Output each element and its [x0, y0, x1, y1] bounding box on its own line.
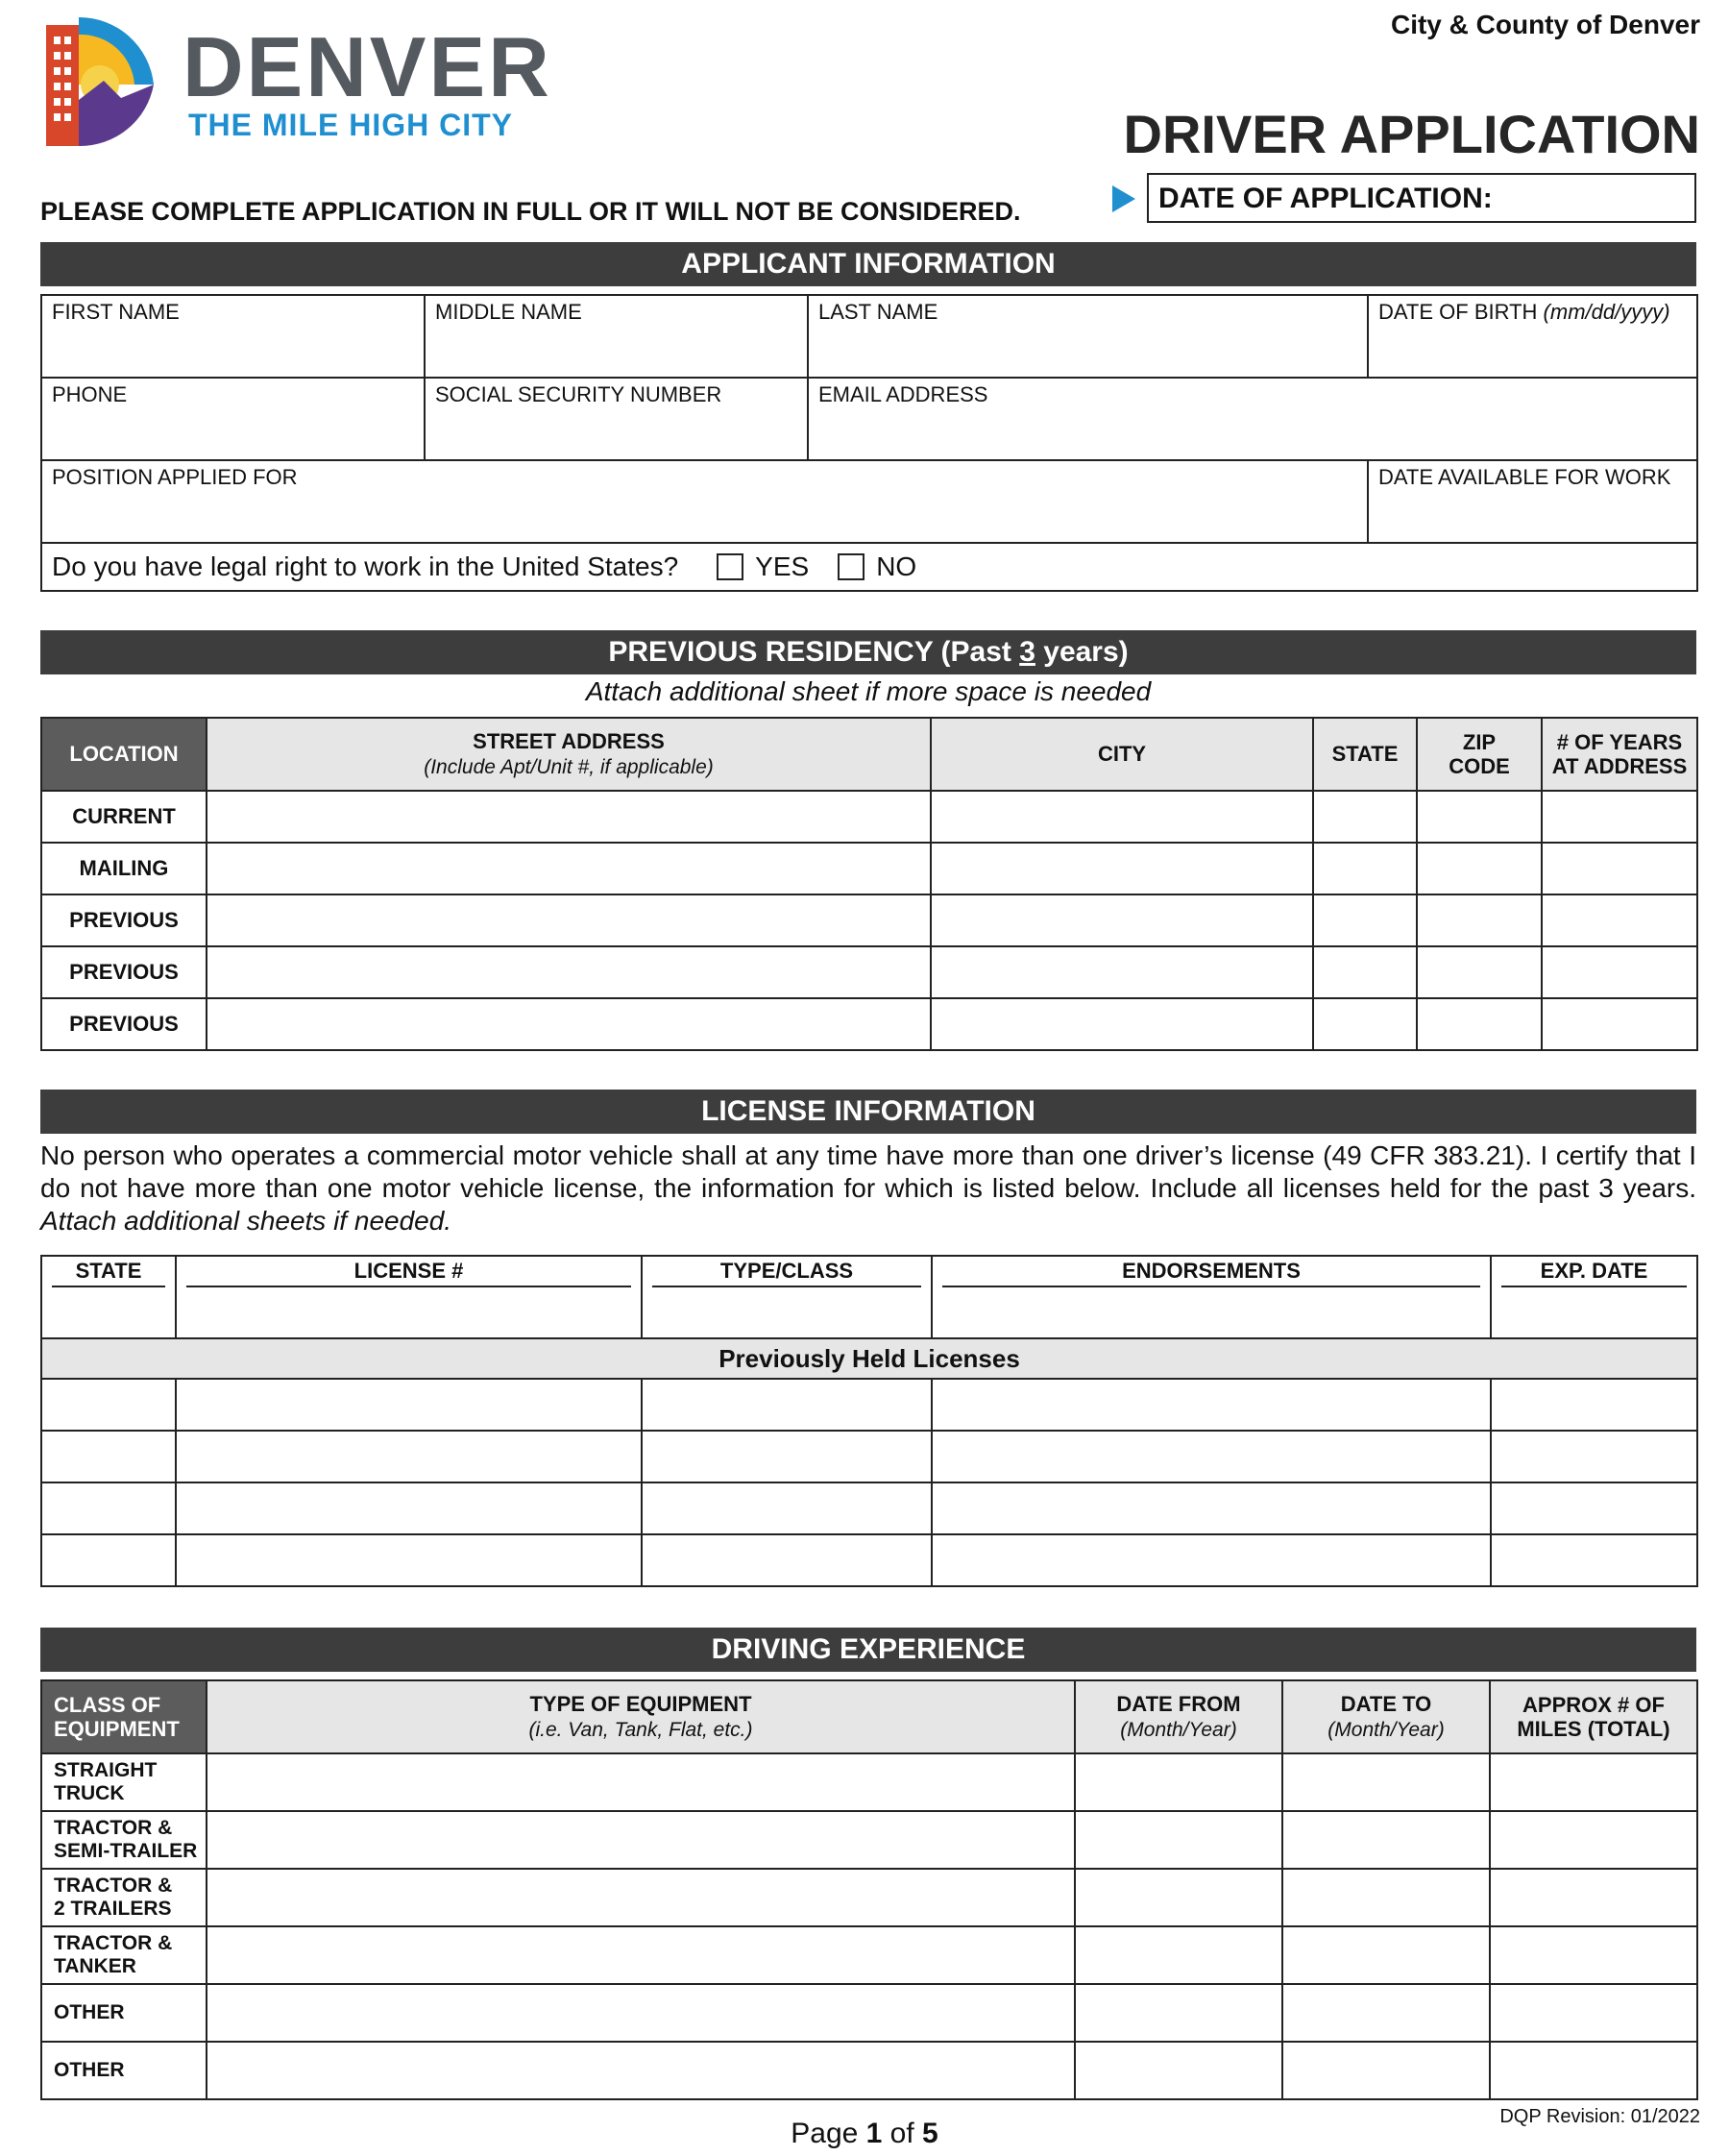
dob-label: DATE OF BIRTH	[1378, 300, 1538, 324]
miles-input[interactable]	[1490, 1984, 1697, 2042]
class-line-2: TRUCK	[54, 1782, 125, 1804]
state-header: STATE	[1313, 718, 1417, 791]
table-row	[41, 1926, 1697, 1984]
prev-license-input[interactable]	[176, 1379, 642, 1431]
table-row	[41, 1869, 1697, 1926]
class-label-1: CLASS OF	[54, 1692, 161, 1717]
prev-endorsements-input[interactable]	[932, 1534, 1491, 1586]
date-available-field[interactable]	[1368, 460, 1697, 543]
zip-input[interactable]	[1417, 998, 1542, 1050]
license-section-header: LICENSE INFORMATION	[40, 1090, 1696, 1134]
prev-endorsements-input[interactable]	[932, 1431, 1491, 1482]
first-name-label: FIRST NAME	[52, 300, 180, 324]
prev-exp-input[interactable]	[1491, 1482, 1697, 1534]
no-label: NO	[876, 551, 917, 581]
class-line-2: 2 TRAILERS	[54, 1898, 172, 1920]
table-row	[41, 1811, 1697, 1869]
location-cell: PREVIOUS	[41, 946, 207, 998]
date-from-input[interactable]	[1075, 2042, 1282, 2099]
prev-state-input[interactable]	[41, 1482, 176, 1534]
state-input[interactable]	[1313, 843, 1417, 894]
years-header	[1542, 718, 1697, 791]
form-title: DRIVER APPLICATION	[1123, 104, 1700, 164]
state-input[interactable]	[1313, 894, 1417, 946]
date-available-label: DATE AVAILABLE FOR WORK	[1378, 465, 1671, 489]
table-row	[41, 894, 1697, 946]
prev-state-input[interactable]	[41, 1379, 176, 1431]
state-input[interactable]	[1313, 998, 1417, 1050]
city-county-label: City & County of Denver	[1390, 10, 1700, 39]
location-cell: PREVIOUS	[41, 894, 207, 946]
class-line-1: TRACTOR &	[54, 1817, 173, 1840]
years-label-1: # OF YEARS	[1556, 729, 1683, 754]
table-row	[41, 1431, 1697, 1482]
miles-header	[1490, 1680, 1697, 1753]
table-row	[41, 2042, 1697, 2099]
no-checkbox[interactable]	[838, 553, 864, 580]
city-input[interactable]	[931, 998, 1313, 1050]
page-current: 1	[865, 2118, 883, 2149]
class-label-2: EQUIPMENT	[54, 1717, 180, 1741]
location-cell: CURRENT	[41, 791, 207, 843]
date-to-input[interactable]	[1282, 1984, 1490, 2042]
class-line-1: STRAIGHT	[54, 1759, 158, 1782]
position-label: POSITION APPLIED FOR	[52, 465, 298, 489]
license-table	[40, 1255, 1698, 1587]
miles-input[interactable]	[1490, 2042, 1697, 2099]
prev-type-input[interactable]	[642, 1431, 932, 1482]
license-type-field[interactable]	[642, 1256, 932, 1338]
date-from-input[interactable]	[1075, 1984, 1282, 2042]
date-from-header	[1075, 1680, 1282, 1753]
equipment-type-input[interactable]	[207, 1753, 1075, 1811]
equipment-class-cell	[41, 1869, 207, 1926]
class-line-1: OTHER	[54, 2059, 125, 2082]
class-header	[41, 1680, 207, 1753]
street-address-hint: (Include Apt/Unit #, if applicable)	[424, 755, 714, 778]
table-row	[41, 1379, 1697, 1431]
position-field[interactable]	[41, 460, 1368, 543]
date-to-input[interactable]	[1282, 1926, 1490, 1984]
class-line-1: TRACTOR &	[54, 1874, 173, 1898]
page-of: of	[882, 2118, 923, 2149]
license-exp-header: EXP. DATE	[1501, 1259, 1687, 1287]
license-type-header: TYPE/CLASS	[652, 1259, 921, 1287]
triangle-right-icon	[1112, 185, 1135, 212]
equipment-type-input[interactable]	[207, 1869, 1075, 1926]
date-from-label: DATE FROM	[1116, 1692, 1241, 1717]
license-state-field[interactable]	[41, 1256, 176, 1338]
zip-label-2: CODE	[1449, 754, 1510, 778]
residency-table	[40, 717, 1698, 1051]
prev-state-input[interactable]	[41, 1534, 176, 1586]
date-to-input[interactable]	[1282, 2042, 1490, 2099]
prev-state-input[interactable]	[41, 1431, 176, 1482]
license-state-header: STATE	[52, 1259, 165, 1287]
equipment-class-cell	[41, 2042, 207, 2099]
equipment-type-input[interactable]	[207, 1811, 1075, 1869]
license-exp-field[interactable]	[1491, 1256, 1697, 1338]
legal-right-row	[41, 543, 1697, 591]
equipment-class-cell	[41, 1753, 207, 1811]
prev-license-input[interactable]	[176, 1534, 642, 1586]
zip-input[interactable]	[1417, 946, 1542, 998]
license-number-header: LICENSE #	[186, 1259, 631, 1287]
date-from-input[interactable]	[1075, 1926, 1282, 1984]
middle-name-field[interactable]	[425, 295, 808, 378]
date-to-input[interactable]	[1282, 1811, 1490, 1869]
equipment-type-label: TYPE OF EQUIPMENT	[529, 1692, 752, 1717]
table-row	[41, 946, 1697, 998]
street-input[interactable]	[207, 998, 931, 1050]
table-row	[41, 843, 1697, 894]
denver-logo-icon	[46, 17, 154, 150]
date-to-input[interactable]	[1282, 1869, 1490, 1926]
years-input[interactable]	[1542, 998, 1697, 1050]
license-certification-text	[40, 1139, 1696, 1237]
license-endorsements-field[interactable]	[932, 1256, 1491, 1338]
dob-format-hint: (mm/dd/yyyy)	[1543, 300, 1670, 324]
zip-input[interactable]	[1417, 894, 1542, 946]
license-number-field[interactable]	[176, 1256, 642, 1338]
dob-field[interactable]	[1368, 295, 1697, 378]
prev-type-input[interactable]	[642, 1379, 932, 1431]
street-input[interactable]	[207, 843, 931, 894]
date-from-hint: (Month/Year)	[1120, 1718, 1237, 1741]
city-input[interactable]	[931, 791, 1313, 843]
state-input[interactable]	[1313, 791, 1417, 843]
street-input[interactable]	[207, 791, 931, 843]
date-to-input[interactable]	[1282, 1753, 1490, 1811]
last-name-label: LAST NAME	[818, 300, 938, 324]
prev-license-input[interactable]	[176, 1431, 642, 1482]
revision-label: DQP Revision: 01/2022	[1499, 2106, 1700, 2127]
date-to-hint: (Month/Year)	[1327, 1718, 1445, 1741]
legal-right-question: Do you have legal right to work in the United States?	[52, 551, 679, 581]
equipment-type-input[interactable]	[207, 1984, 1075, 2042]
class-line-2: SEMI-TRAILER	[54, 1840, 198, 1862]
equipment-class-cell	[41, 1984, 207, 2042]
phone-field[interactable]	[41, 378, 425, 460]
zip-header	[1417, 718, 1542, 791]
table-row	[41, 1984, 1697, 2042]
denver-wordmark: DENVER	[183, 19, 552, 114]
first-name-field[interactable]	[41, 295, 425, 378]
equipment-class-cell	[41, 1926, 207, 1984]
zip-input[interactable]	[1417, 791, 1542, 843]
date-of-application-label: DATE OF APPLICATION:	[1158, 183, 1493, 214]
residency-title-years: 3	[1019, 636, 1035, 668]
street-address-label: STREET ADDRESS	[473, 729, 665, 754]
license-attach-note: Attach additional sheets if needed.	[40, 1206, 452, 1236]
residency-section-header	[40, 630, 1696, 674]
miles-input[interactable]	[1490, 1811, 1697, 1869]
prev-endorsements-input[interactable]	[932, 1379, 1491, 1431]
location-cell: PREVIOUS	[41, 998, 207, 1050]
date-to-header	[1282, 1680, 1490, 1753]
class-line-2: TANKER	[54, 1955, 136, 1977]
yes-checkbox[interactable]	[717, 553, 743, 580]
page-total: 5	[922, 2118, 938, 2149]
location-header: LOCATION	[41, 718, 207, 791]
equipment-class-cell	[41, 1811, 207, 1869]
state-input[interactable]	[1313, 946, 1417, 998]
zip-label-1: ZIP	[1462, 729, 1497, 754]
residency-title-suffix: years)	[1035, 636, 1129, 668]
email-field[interactable]	[808, 378, 1697, 460]
equipment-type-input[interactable]	[207, 2042, 1075, 2099]
equipment-type-input[interactable]	[207, 1926, 1075, 1984]
class-line-1: TRACTOR &	[54, 1932, 173, 1955]
complete-instruction: PLEASE COMPLETE APPLICATION IN FULL OR IT WILL NOT BE CONSIDERED.	[40, 197, 1021, 226]
date-from-input[interactable]	[1075, 1811, 1282, 1869]
class-line-1: OTHER	[54, 2001, 125, 2024]
zip-input[interactable]	[1417, 843, 1542, 894]
equipment-type-header	[207, 1680, 1075, 1753]
license-endorsements-header: ENDORSEMENTS	[942, 1259, 1480, 1287]
middle-name-label: MIDDLE NAME	[435, 300, 582, 324]
city-input[interactable]	[931, 894, 1313, 946]
prev-endorsements-input[interactable]	[932, 1482, 1491, 1534]
location-cell: MAILING	[41, 843, 207, 894]
prev-exp-input[interactable]	[1491, 1431, 1697, 1482]
street-address-header	[207, 718, 931, 791]
miles-input[interactable]	[1490, 1753, 1697, 1811]
date-to-label: DATE TO	[1340, 1692, 1432, 1717]
prev-type-input[interactable]	[642, 1482, 932, 1534]
page-number	[0, 2118, 1729, 2150]
mile-high-tagline: THE MILE HIGH CITY	[188, 108, 513, 142]
table-row	[41, 791, 1697, 843]
phone-label: PHONE	[52, 382, 128, 406]
prev-type-input[interactable]	[642, 1534, 932, 1586]
residency-note: Attach additional sheet if more space is needed	[585, 676, 1152, 706]
city-input[interactable]	[931, 946, 1313, 998]
license-certification-body: No person who operates a commercial motor vehicle shall at any time have more than one driver’s license (49 CFR 383.21). I certify that I do not have more than one motor vehicle license, the information for which is listed below. Include all licenses held for the past 3 years.	[40, 1140, 1696, 1203]
miles-input[interactable]	[1490, 1869, 1697, 1926]
street-input[interactable]	[207, 894, 931, 946]
street-input[interactable]	[207, 946, 931, 998]
applicant-info-table	[40, 294, 1698, 592]
table-row	[41, 1753, 1697, 1811]
miles-input[interactable]	[1490, 1926, 1697, 1984]
prev-license-input[interactable]	[176, 1482, 642, 1534]
years-input[interactable]	[1542, 946, 1697, 998]
years-input[interactable]	[1542, 894, 1697, 946]
driving-section-header: DRIVING EXPERIENCE	[40, 1628, 1696, 1672]
page-prefix: Page	[791, 2118, 866, 2149]
years-input[interactable]	[1542, 843, 1697, 894]
equipment-type-hint: (i.e. Van, Tank, Flat, etc.)	[528, 1718, 753, 1741]
date-from-input[interactable]	[1075, 1753, 1282, 1811]
prev-exp-input[interactable]	[1491, 1534, 1697, 1586]
years-label-2: AT ADDRESS	[1551, 754, 1688, 778]
last-name-field[interactable]	[808, 295, 1368, 378]
yes-label: YES	[755, 551, 810, 581]
table-row	[41, 1482, 1697, 1534]
residency-title-prefix: PREVIOUS RESIDENCY (Past	[608, 636, 1020, 668]
prev-exp-input[interactable]	[1491, 1379, 1697, 1431]
date-from-input[interactable]	[1075, 1869, 1282, 1926]
table-row	[41, 1534, 1697, 1586]
city-header: CITY	[931, 718, 1313, 791]
miles-label-2: MILES (TOTAL)	[1517, 1717, 1670, 1741]
table-row	[41, 998, 1697, 1050]
date-of-application-field[interactable]	[1147, 173, 1696, 223]
city-input[interactable]	[931, 843, 1313, 894]
previously-held-header: Previously Held Licenses	[41, 1338, 1697, 1379]
ssn-label: SOCIAL SECURITY NUMBER	[435, 382, 722, 406]
email-label: EMAIL ADDRESS	[818, 382, 988, 406]
ssn-field[interactable]	[425, 378, 808, 460]
driving-experience-table	[40, 1679, 1698, 2100]
applicant-section-header: APPLICANT INFORMATION	[40, 242, 1696, 286]
miles-label-1: APPROX # OF	[1522, 1692, 1665, 1717]
years-input[interactable]	[1542, 791, 1697, 843]
